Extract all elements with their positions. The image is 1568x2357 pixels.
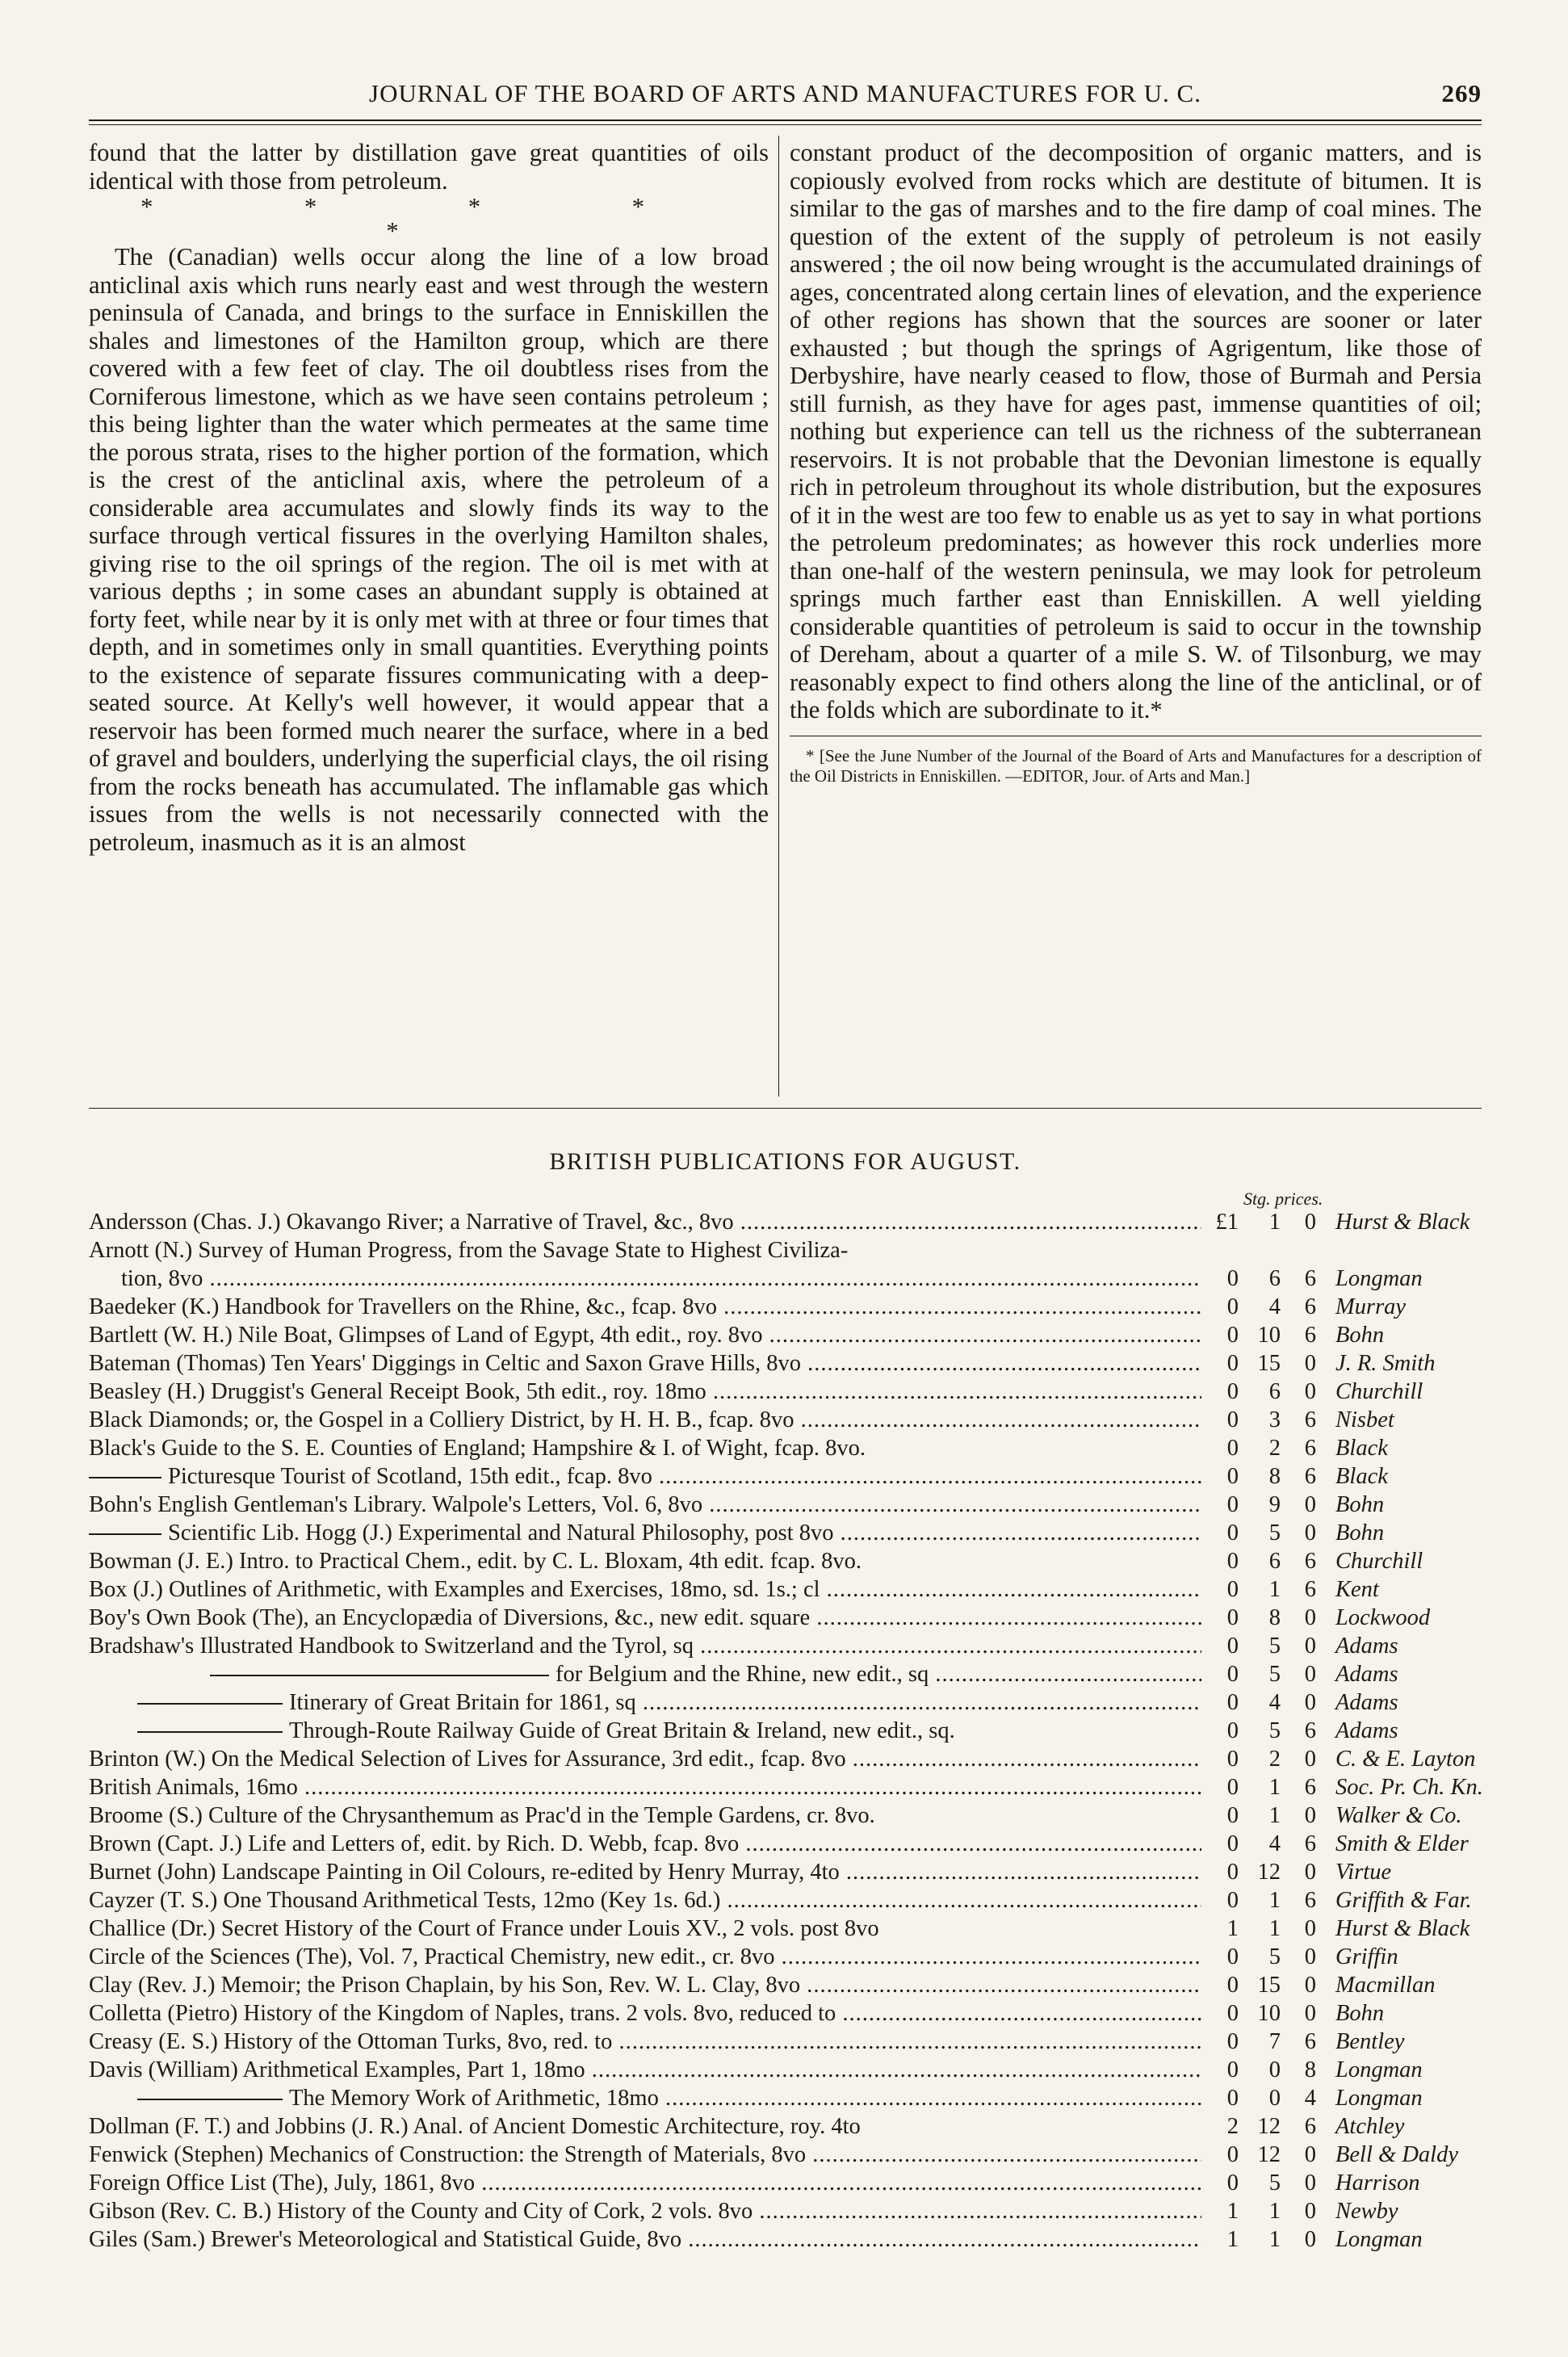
price-shillings: 1	[1268, 1916, 1281, 1941]
price-pence: 0	[1304, 1860, 1316, 1885]
publication-row	[89, 1943, 1482, 1971]
publisher: Hurst & Black	[1335, 1916, 1470, 1941]
publication-title	[89, 2169, 1201, 2197]
price-shillings: 7	[1268, 2029, 1281, 2054]
publication-text: tion, 8vo	[121, 1266, 203, 1291]
price-pounds: 0	[1226, 1860, 1239, 1885]
publication-row	[89, 1519, 1482, 1547]
publication-title	[89, 2028, 1201, 2056]
publication-text: Baedeker (K.) Handbook for Travellers on the Rhine, &c., fcap. 8vo	[89, 1294, 718, 1319]
price-pounds: 0	[1226, 1803, 1239, 1828]
price-pence: 6	[1304, 1549, 1316, 1574]
price-shillings: 2	[1268, 1436, 1281, 1461]
publication-text: Through-Route Railway Guide of Great Britain & Ireland, new edit., sq.	[289, 1718, 955, 1743]
publisher: Griffith & Far.	[1335, 1888, 1472, 1913]
price-pence: 0	[1304, 2227, 1316, 2252]
price-shillings: 6	[1268, 1549, 1281, 1574]
publication-row	[89, 1236, 1482, 1264]
publication-row	[89, 2197, 1482, 2225]
publication-text: Giles (Sam.) Brewer's Meteorological and Statistical Guide, 8vo	[89, 2227, 682, 2252]
price-pence: 6	[1304, 1577, 1316, 1602]
publication-title	[89, 1604, 1201, 1632]
ditto-dash	[137, 1703, 283, 1705]
publications-heading: BRITISH PUBLICATIONS FOR AUGUST.	[549, 1148, 1021, 1175]
price-pounds: 0	[1226, 2086, 1239, 2111]
publication-text: Itinerary of Great Britain for 1861, sq	[289, 1690, 636, 1715]
price-pounds: 0	[1226, 1436, 1239, 1461]
price-shillings: 5	[1268, 2170, 1281, 2196]
price-shillings: 1	[1268, 1775, 1281, 1800]
publication-row	[89, 1406, 1482, 1434]
publication-row	[89, 1575, 1482, 1604]
page-number: 269	[1441, 79, 1482, 107]
price-pounds: 0	[1226, 2170, 1239, 2196]
publication-text: Burnet (John) Landscape Painting in Oil Colours, re-edited by Henry Murray, 4to	[89, 1860, 840, 1885]
price-shillings: 5	[1268, 1520, 1281, 1545]
price-pounds: 0	[1226, 1464, 1239, 1489]
price-shillings: 12	[1257, 2142, 1281, 2167]
publisher: Black	[1335, 1464, 1388, 1489]
publication-row	[89, 1208, 1482, 1236]
publisher: Newby	[1335, 2199, 1398, 2224]
price-shillings: 5	[1268, 1662, 1281, 1687]
publication-text: British Animals, 16mo	[89, 1775, 298, 1800]
publisher: Atchley	[1335, 2114, 1405, 2139]
publisher: Macmillan	[1335, 1973, 1436, 1998]
publication-title	[89, 1915, 1201, 1943]
publication-row	[89, 2084, 1482, 2112]
publication-text: Brinton (W.) On the Medical Selection of Lives for Assurance, 3rd edit., fcap. 8vo	[89, 1747, 846, 1772]
price-shillings: 0	[1268, 2057, 1281, 2082]
publication-text: Davis (William) Arithmetical Examples, Part 1, 18mo	[89, 2057, 585, 2082]
publication-row	[89, 1971, 1482, 1999]
price-shillings: 3	[1268, 1407, 1281, 1432]
publication-text: Scientific Lib. Hogg (J.) Experimental and Natural Philosophy, post 8vo	[168, 1520, 834, 1545]
publisher: Bell & Daldy	[1335, 2142, 1458, 2167]
publisher: Walker & Co.	[1335, 1803, 1462, 1828]
publication-row	[89, 1378, 1482, 1406]
price-pounds: 0	[1226, 1690, 1239, 1715]
publication-row	[89, 1604, 1482, 1632]
price-pence: 6	[1304, 1407, 1316, 1432]
journal-title: JOURNAL OF THE BOARD OF ARTS AND MANUFACTURES FOR U. C.	[369, 79, 1201, 107]
running-header	[89, 74, 1482, 115]
publication-text: Challice (Dr.) Secret History of the Court of France under Louis XV., 2 vols. post 8vo	[89, 1916, 879, 1941]
publication-title	[89, 1632, 1201, 1660]
price-shillings: 5	[1268, 1634, 1281, 1659]
publication-title	[89, 1858, 1201, 1886]
publisher: Lockwood	[1335, 1605, 1431, 1630]
publication-row	[89, 1293, 1482, 1321]
publication-title	[89, 1491, 1201, 1519]
ditto-dash	[210, 1675, 549, 1676]
price-pence: 0	[1304, 2142, 1316, 2167]
publisher: Soc. Pr. Ch. Kn.	[1335, 1775, 1483, 1800]
price-pence: 0	[1304, 1634, 1316, 1659]
price-pounds: 0	[1226, 1831, 1239, 1856]
publisher: Bohn	[1335, 2001, 1385, 2026]
publication-row	[89, 1830, 1482, 1858]
publisher: Hurst & Black	[1335, 1210, 1470, 1235]
publisher: Adams	[1335, 1662, 1398, 1687]
publication-title	[89, 2197, 1201, 2225]
publication-text: Colletta (Pietro) History of the Kingdom of Naples, trans. 2 vols. 8vo, reduced to	[89, 2001, 836, 2026]
price-pounds: 0	[1226, 1379, 1239, 1404]
publication-title	[89, 1378, 1201, 1406]
publication-text: Bowman (J. E.) Intro. to Practical Chem., edit. by C. L. Bloxam, 4th edit. fcap. 8vo.	[89, 1549, 862, 1574]
publication-title	[89, 1547, 1201, 1575]
asterism: * * * * *	[140, 193, 717, 245]
publication-text: Bateman (Thomas) Ten Years' Diggings in Celtic and Saxon Grave Hills, 8vo	[89, 1351, 802, 1376]
right-column	[790, 139, 1482, 786]
publication-row	[89, 2028, 1482, 2056]
right-paragraph-1: constant product of the decomposition of organic matters, and is copiously evolved from rocks which are destitute of bitumen. It is similar to the gas of marshes and to the fire damp of coal mines. The question of the extent of the supply of petroleum is not easily answered ; the oil now being wrought is the accumulated drainings of ages, concentrated along certain lines of elevation, and the experience of other regions has shown that the sources are sooner or later exhausted ; but though the springs of Agrigentum, like those of Derbyshire, have nearly ceased to flow, those of Burmah and Persia still furnish, as they have for ages past, immense quantities of oil; nothing but experience can tell us the richness of the subterranean reservoirs. It is not probable that the Devonian limestone is equally rich in petroleum throughout its whole distribution, but the exposures of it in the west are too few to enable us as yet to say in what portions the petroleum predominates; as however this rock underlies more than one-half of the western peninsula, we may look for petroleum springs much farther east than Enniskillen. A well yielding considerable quantities of petroleum is said to occur in the township of Dereham, about a quarter of a mile S. W. of Tilsonburg, we may reasonably expect to find others along the line of the anticlinal, or of the folds which are subordinate to it.*	[790, 139, 1482, 723]
price-shillings: 4	[1268, 1690, 1281, 1715]
publication-title	[89, 1575, 1201, 1604]
publication-title	[89, 2141, 1201, 2169]
publication-row	[89, 1349, 1482, 1378]
price-pounds: 0	[1226, 1351, 1239, 1376]
publication-text: Fenwick (Stephen) Mechanics of Construction: the Strength of Materials, 8vo	[89, 2142, 807, 2167]
publication-text: Creasy (E. S.) History of the Ottoman Turks, 8vo, red. to	[89, 2029, 613, 2054]
price-pounds: 0	[1226, 1944, 1239, 1969]
publication-title	[89, 1943, 1201, 1971]
publication-row	[89, 1632, 1482, 1660]
price-shillings: 1	[1268, 1210, 1281, 1235]
publisher: Longman	[1335, 2086, 1423, 2111]
publication-title	[89, 1745, 1201, 1773]
publication-text: Cayzer (T. S.) One Thousand Arithmetical Tests, 12mo (Key 1s. 6d.)	[89, 1888, 721, 1913]
publication-title	[89, 1321, 1201, 1349]
price-pence: 6	[1304, 2029, 1316, 2054]
price-pounds: 0	[1226, 2029, 1239, 2054]
publication-row	[89, 1773, 1482, 1801]
publication-text: Beasley (H.) Druggist's General Receipt Book, 5th edit., roy. 18mo	[89, 1379, 706, 1404]
publication-title	[89, 1519, 1201, 1547]
price-pounds: 0	[1226, 1775, 1239, 1800]
publication-row	[89, 2112, 1482, 2141]
publication-title	[89, 1886, 1201, 1915]
left-column	[89, 139, 769, 856]
publication-row	[89, 1264, 1482, 1293]
price-pence: 0	[1304, 1973, 1316, 1998]
publication-row	[89, 1745, 1482, 1773]
price-pence: 6	[1304, 1718, 1316, 1743]
publication-title	[89, 1293, 1201, 1321]
price-pounds: 1	[1226, 1916, 1239, 1941]
price-shillings: 1	[1268, 2199, 1281, 2224]
price-pence: 4	[1304, 2086, 1316, 2111]
publication-row	[89, 2169, 1482, 2197]
publication-title	[89, 1688, 1201, 1717]
price-pence: 0	[1304, 1662, 1316, 1687]
ditto-dash	[137, 2099, 283, 2100]
price-pounds: 0	[1226, 2001, 1239, 2026]
price-pounds: 0	[1226, 2057, 1239, 2082]
price-pounds: 0	[1226, 2142, 1239, 2167]
price-shillings: 6	[1268, 1266, 1281, 1291]
publisher: Adams	[1335, 1718, 1398, 1743]
publication-text: Gibson (Rev. C. B.) History of the County and City of Cork, 2 vols. 8vo	[89, 2199, 753, 2224]
price-pounds: 0	[1226, 1747, 1239, 1772]
price-pounds: 0	[1226, 1605, 1239, 1630]
price-pounds: 2	[1226, 2114, 1239, 2139]
price-shillings: 0	[1268, 2086, 1281, 2111]
header-rule	[89, 120, 1482, 121]
publisher: Bentley	[1335, 2029, 1405, 2054]
publisher: Harrison	[1335, 2170, 1420, 2196]
publication-title	[89, 1660, 1201, 1688]
price-shillings: 1	[1268, 2227, 1281, 2252]
publication-row	[89, 1915, 1482, 1943]
price-shillings: 4	[1268, 1831, 1281, 1856]
column-divider	[778, 136, 779, 1097]
publication-title	[89, 1717, 1201, 1745]
left-paragraph-2: The (Canadian) wells occur along the line of a low broad anticlinal axis which runs nearly east and west through the western peninsula of Canada, and brings to the surface in Enniskillen the shales and limestones of the Hamilton group, which are there covered with a few feet of clay. The oil doubtless rises from the Corniferous limestone, which as we have seen contains petroleum ; this being lighter than the water which permeates at the same time the porous strata, rises to the higher portion of the formation, which is the crest of the anticlinal axis, where the petroleum of a considerable area accumulates and slowly finds its way to the surface through vertical fissures in the overlying Hamilton shales, giving rise to the oil springs of the region. The oil is met with at various depths ; in some cases an abundant supply is obtained at forty feet, while near by it is only met with at three or four times that depth, and in sometimes only in small quantities. Everything points to the existence of separate fissures communicating with a deep-seated source. At Kelly's well however, it would appear that a reservoir has been formed much nearer the surface, where in a bed of gravel and boulders, underlying the superficial clays, the oil rising from the rocks beneath has accumulated. The inflamable gas which issues from the wells is not necessarily connected with the petroleum, inasmuch as it is an almost	[89, 243, 769, 856]
publisher: Longman	[1335, 2227, 1423, 2252]
publication-text: Andersson (Chas. J.) Okavango River; a Narrative of Travel, &c., 8vo	[89, 1210, 734, 1235]
publisher: Longman	[1335, 1266, 1423, 1291]
publication-title	[89, 1434, 1201, 1462]
publication-text: Picturesque Tourist of Scotland, 15th edit., fcap. 8vo	[168, 1464, 652, 1489]
publication-title	[121, 1264, 1201, 1293]
publication-row	[89, 1434, 1482, 1462]
publication-title	[89, 1971, 1201, 1999]
publication-text: Brown (Capt. J.) Life and Letters of, edit. by Rich. D. Webb, fcap. 8vo	[89, 1831, 740, 1856]
price-pence: 0	[1304, 1520, 1316, 1545]
publication-row	[89, 2056, 1482, 2084]
price-pounds: 0	[1226, 1549, 1239, 1574]
price-shillings: 9	[1268, 1492, 1281, 1517]
publisher: Nisbet	[1335, 1407, 1394, 1432]
price-pounds: 0	[1226, 1973, 1239, 1998]
price-shillings: 12	[1257, 2114, 1281, 2139]
publication-text: Bartlett (W. H.) Nile Boat, Glimpses of Land of Egypt, 4th edit., roy. 8vo	[89, 1323, 763, 1348]
price-pounds: 0	[1226, 1492, 1239, 1517]
price-pounds: 0	[1226, 1577, 1239, 1602]
publication-text: Broome (S.) Culture of the Chrysanthemum as Prac'd in the Temple Gardens, cr. 8vo.	[89, 1803, 875, 1828]
publication-title	[89, 2225, 1201, 2254]
price-pence: 8	[1304, 2057, 1316, 2082]
publisher: Black	[1335, 1436, 1388, 1461]
price-pounds: 0	[1226, 1407, 1239, 1432]
prices-column-label: Stg. prices.	[1243, 1189, 1323, 1209]
ditto-dash	[89, 1477, 161, 1478]
price-pounds: 1	[1226, 2199, 1239, 2224]
ditto-dash	[137, 1731, 283, 1733]
publication-row	[89, 1321, 1482, 1349]
price-pence: 0	[1304, 2170, 1316, 2196]
price-pounds: £1	[1215, 1210, 1239, 1235]
publication-text: Dollman (F. T.) and Jobbins (J. R.) Anal. of Ancient Domestic Architecture, roy. 4to	[89, 2114, 861, 2139]
publisher: Bohn	[1335, 1492, 1385, 1517]
publication-text: Box (J.) Outlines of Arithmetic, with Examples and Exercises, 18mo, sd. 1s.; cl	[89, 1577, 820, 1602]
publisher: Churchill	[1335, 1549, 1423, 1574]
price-pence: 6	[1304, 1436, 1316, 1461]
publication-title	[89, 1208, 1201, 1236]
publication-title	[89, 1349, 1201, 1378]
publisher: Smith & Elder	[1335, 1831, 1469, 1856]
price-pounds: 0	[1226, 1323, 1239, 1348]
publication-row	[89, 1462, 1482, 1491]
price-shillings: 1	[1268, 1888, 1281, 1913]
publication-row	[89, 1491, 1482, 1519]
publisher: Adams	[1335, 1634, 1398, 1659]
publication-row	[89, 1660, 1482, 1688]
price-pounds: 0	[1226, 1888, 1239, 1913]
publication-title	[89, 2084, 1201, 2112]
publication-text: Foreign Office List (The), July, 1861, 8vo	[89, 2170, 476, 2196]
publisher: Kent	[1335, 1577, 1379, 1602]
publication-text: Bohn's English Gentleman's Library. Walpole's Letters, Vol. 6, 8vo	[89, 1492, 703, 1517]
price-pounds: 0	[1226, 1718, 1239, 1743]
publisher: Murray	[1335, 1294, 1407, 1319]
price-pence: 6	[1304, 1266, 1316, 1291]
price-shillings: 2	[1268, 1747, 1281, 1772]
price-shillings: 6	[1268, 1379, 1281, 1404]
publisher: J. R. Smith	[1335, 1351, 1436, 1376]
price-pence: 6	[1304, 1464, 1316, 1489]
price-pence: 0	[1304, 2199, 1316, 2224]
publisher: Virtue	[1335, 1860, 1392, 1885]
price-pence: 0	[1304, 1492, 1316, 1517]
publication-row	[89, 2225, 1482, 2254]
price-pounds: 0	[1226, 1662, 1239, 1687]
publication-title	[89, 1999, 1201, 2028]
price-pence: 6	[1304, 2114, 1316, 2139]
publisher: Longman	[1335, 2057, 1423, 2082]
price-pounds: 0	[1226, 1294, 1239, 1319]
publication-text: for Belgium and the Rhine, new edit., sq	[556, 1662, 929, 1687]
publication-row	[89, 2141, 1482, 2169]
publication-title	[89, 1801, 1201, 1830]
price-pence: 0	[1304, 1379, 1316, 1404]
price-shillings: 8	[1268, 1605, 1281, 1630]
price-pence: 6	[1304, 1888, 1316, 1913]
publication-title	[89, 1830, 1201, 1858]
publication-text: Clay (Rev. J.) Memoir; the Prison Chaplain, by his Son, Rev. W. L. Clay, 8vo	[89, 1973, 801, 1998]
publication-text: Boy's Own Book (The), an Encyclopædia of Diversions, &c., new edit. square	[89, 1605, 811, 1630]
publication-title	[89, 1406, 1201, 1434]
publication-text: Bradshaw's Illustrated Handbook to Switzerland and the Tyrol, sq	[89, 1634, 694, 1659]
publisher: Griffin	[1335, 1944, 1398, 1969]
price-shillings: 15	[1257, 1973, 1281, 1998]
price-shillings: 15	[1257, 1351, 1281, 1376]
publication-text: Circle of the Sciences (The), Vol. 7, Practical Chemistry, new edit., cr. 8vo	[89, 1944, 775, 1969]
price-pounds: 0	[1226, 1520, 1239, 1545]
price-shillings: 12	[1257, 1860, 1281, 1885]
price-pounds: 0	[1226, 1266, 1239, 1291]
price-pence: 6	[1304, 1775, 1316, 1800]
ditto-dash	[89, 1533, 161, 1535]
publication-row	[89, 1801, 1482, 1830]
price-pence: 0	[1304, 1747, 1316, 1772]
price-pence: 0	[1304, 1351, 1316, 1376]
price-shillings: 4	[1268, 1294, 1281, 1319]
publication-row	[89, 1717, 1482, 1745]
publication-row	[89, 1547, 1482, 1575]
price-shillings: 10	[1257, 1323, 1281, 1348]
header-rule-thin	[89, 124, 1482, 125]
left-paragraph-1: found that the latter by distillation gave great quantities of oils identical with those from petroleum.	[89, 139, 769, 195]
publication-title	[89, 1773, 1201, 1801]
publication-row	[89, 1886, 1482, 1915]
price-shillings: 10	[1257, 2001, 1281, 2026]
publication-text: Black Diamonds; or, the Gospel in a Colliery District, by H. H. B., fcap. 8vo	[89, 1407, 794, 1432]
price-pence: 0	[1304, 1210, 1316, 1235]
price-pounds: 0	[1226, 1634, 1239, 1659]
price-shillings: 1	[1268, 1577, 1281, 1602]
publisher: Bohn	[1335, 1520, 1385, 1545]
price-pence: 0	[1304, 1690, 1316, 1715]
publisher: C. & E. Layton	[1335, 1747, 1476, 1772]
price-pence: 6	[1304, 1294, 1316, 1319]
publisher: Churchill	[1335, 1379, 1423, 1404]
price-pence: 6	[1304, 1831, 1316, 1856]
publication-title	[89, 2056, 1201, 2084]
publisher: Bohn	[1335, 1323, 1385, 1348]
price-pence: 6	[1304, 1323, 1316, 1348]
price-shillings: 5	[1268, 1944, 1281, 1969]
publication-text: The Memory Work of Arithmetic, 18mo	[289, 2086, 659, 2111]
price-shillings: 1	[1268, 1803, 1281, 1828]
publication-row	[89, 1688, 1482, 1717]
publisher: Adams	[1335, 1690, 1398, 1715]
publications-list	[89, 1208, 1482, 2254]
publication-title	[89, 1462, 1201, 1491]
price-shillings: 5	[1268, 1718, 1281, 1743]
section-rule	[89, 1108, 1482, 1109]
price-pence: 0	[1304, 1605, 1316, 1630]
publication-row	[89, 1858, 1482, 1886]
price-pence: 0	[1304, 1803, 1316, 1828]
price-pence: 0	[1304, 2001, 1316, 2026]
publication-title	[89, 2112, 1201, 2141]
price-pence: 0	[1304, 1916, 1316, 1941]
footnote: * [See the June Number of the Journal of the Board of Arts and Manufactures for a description of the Oil Districts in Enniskillen. —EDITOR, Jour. of Arts and Man.]	[790, 745, 1482, 786]
publication-row	[89, 1999, 1482, 2028]
publication-title	[89, 1236, 1201, 1264]
price-pence: 0	[1304, 1944, 1316, 1969]
publication-text: Arnott (N.) Survey of Human Progress, from the Savage State to Highest Civiliza-	[89, 1238, 849, 1263]
price-pounds: 1	[1226, 2227, 1239, 2252]
publication-text: Black's Guide to the S. E. Counties of England; Hampshire & I. of Wight, fcap. 8vo.	[89, 1436, 866, 1461]
price-shillings: 8	[1268, 1464, 1281, 1489]
